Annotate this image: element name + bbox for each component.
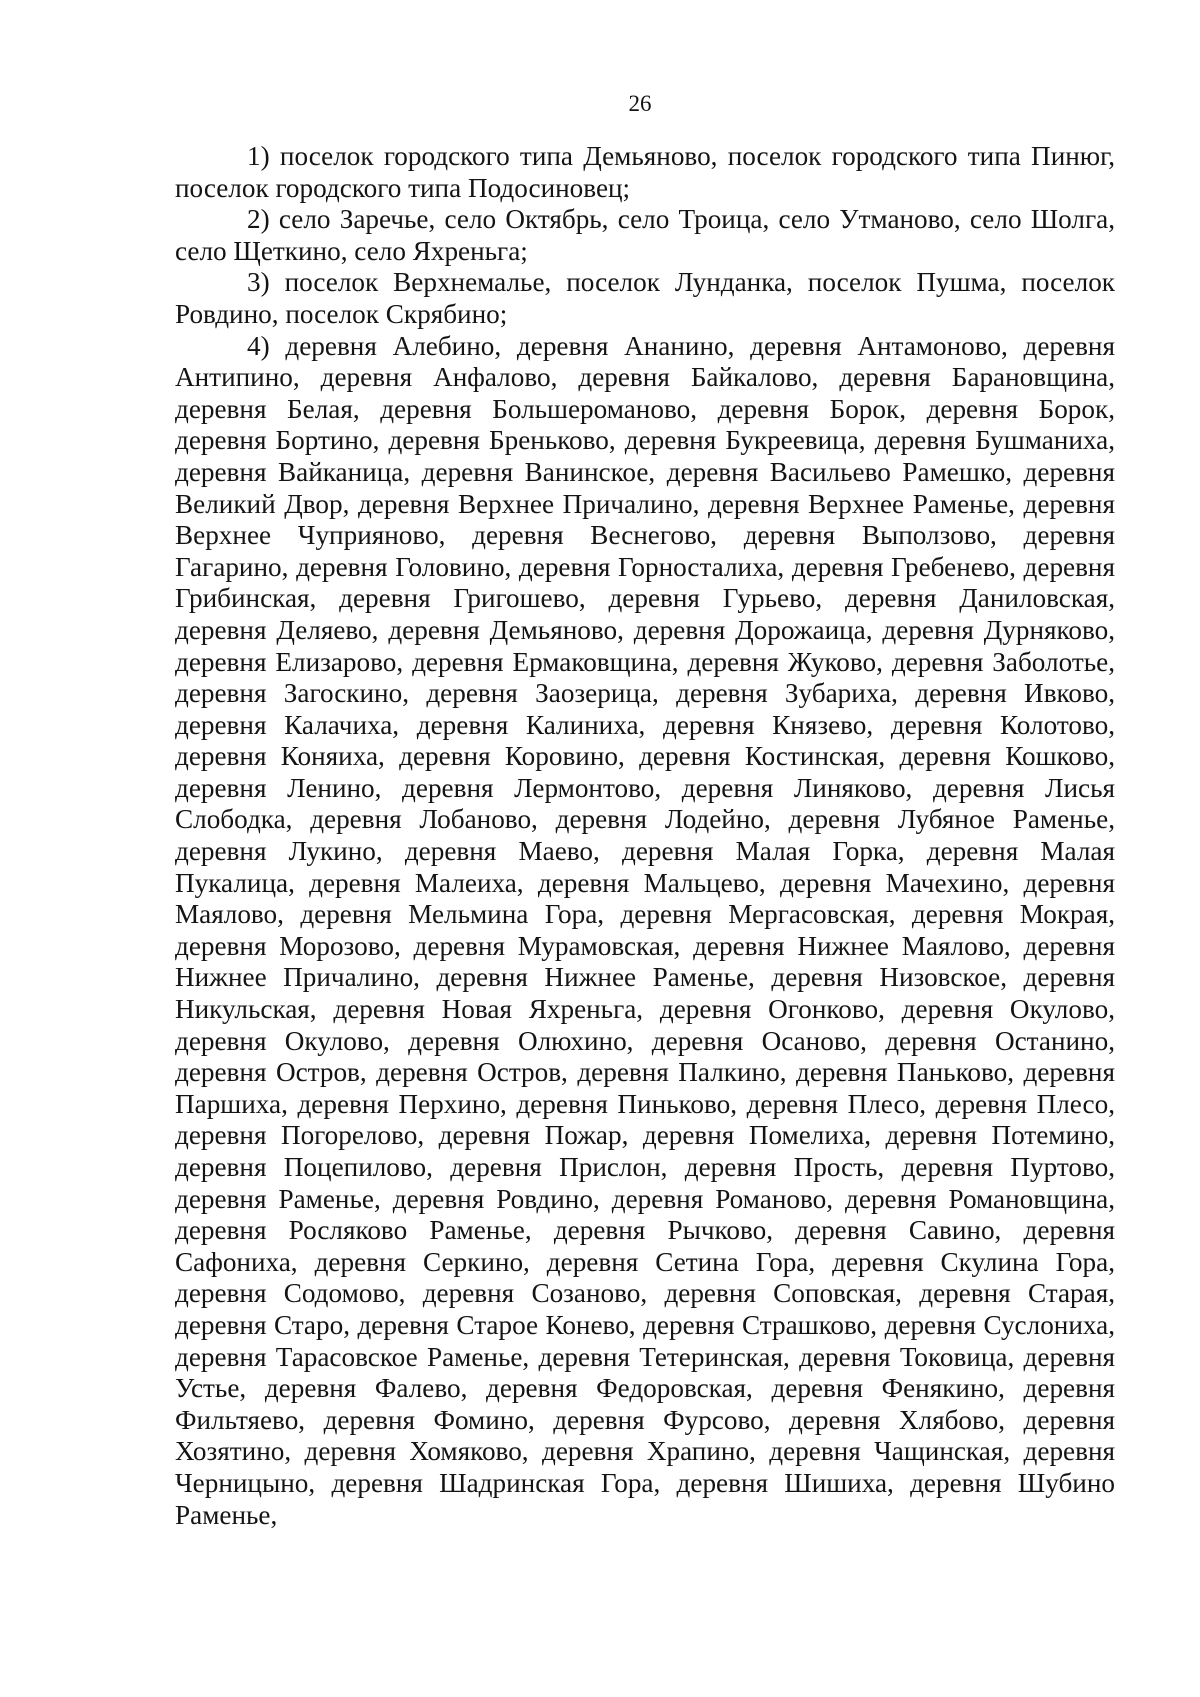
list-item: 4) деревня Алебино, деревня Ананино, деревня Антамоново, деревня Антипино, деревня Анфалово, деревня Байкалово, деревня Барановщина, деревня Белая, деревня Большероманово, деревня Борок, деревня Борок, деревня Бортино, деревня Бреньково, деревня Букреевица, деревня Бушманиха, деревня Вайканица, деревня Ванинское, деревня Васильево Рамешко, деревня Великий Двор, деревня Верхнее Причалино, деревня Верхнее Раменье, деревня Верхнее Чуприяново, деревня Веснегово, деревня Выползово, деревня Гагарино, деревня Головино, деревня Горносталиха, деревня Гребенево, деревня Грибинская, деревня Григошево, деревня Гурьево, деревня Даниловская, деревня Деляево, деревня Демьяново, деревня Дорожаица, деревня Дурняково, деревня Елизарово, деревня Ермаковщина, деревня Жуково, деревня Заболотье, деревня Загоскино, деревня Заозерица, деревня Зубариха, деревня Ивково, деревня Калачиха, деревня Калиниха, деревня Князево, деревня Колотово, деревня Коняиха, деревня Коровино, деревня Костинская, деревня Кошково, деревня Ленино, деревня Лермонтово, деревня Линяково, деревня Лисья Слободка, деревня Лобаново, деревня Лодейно, деревня Лубяное Раменье, деревня Лукино, деревня Маево, деревня Малая Горка, деревня Малая Пукалица, деревня Малеиха, деревня Мальцево, деревня Мачехино, деревня Маялово, деревня Мельмина Гора, деревня Мергасовская, деревня Мокрая, деревня Морозово, деревня Мурамовская, деревня Нижнее Маялово, деревня Нижнее Причалино, деревня Нижнее Раменье, деревня Низовское, деревня Никульская, деревня Новая Яхреньга, деревня Огонково, деревня Окулово, деревня Окулово, деревня Олюхино, деревня Осаново, деревня Останино, деревня Остров, деревня Остров, деревня Палкино, деревня Паньково, деревня Паршиха, деревня Перхино, деревня Пиньково, деревня Плесо, деревня Плесо, деревня Погорелово, деревня Пожар, деревня Помелиха, деревня Потемино, деревня Поцепилово, деревня Прислон, деревня Прость, деревня Пуртово, деревня Раменье, деревня Ровдино, деревня Романово, деревня Романовщина, деревня Росляково Раменье, деревня Рычково, деревня Савино, деревня Сафониха, деревня Серкино, деревня Сетина Гора, деревня Скулина Гора, деревня Содомово, деревня Созаново, деревня Соповская, деревня Старая, деревня Старо, деревня Старое Конево, деревня Страшково, деревня Суслониха, деревня Тарасовское Раменье, деревня Тетеринская, деревня Токовица, деревня Устье, деревня Фалево, деревня Федоровская, деревня Фенякино, деревня Фильтяево, деревня Фомино, деревня Фурсово, деревня Хлябово, деревня Хозятино, деревня Хомяково, деревня Храпино, деревня Чащинская, деревня Черницыно, деревня Шадринская Гора, деревня Шишиха, деревня Шубино Раменье, [175, 330, 1115, 1530]
document-body [175, 141, 1115, 1531]
list-item: 3) поселок Верхнемалье, поселок Лунданка, поселок Пушма, поселок Ровдино, поселок Скрябино; [175, 267, 1115, 329]
list-item: 1) поселок городского типа Демьяново, поселок городского типа Пинюг, поселок городского типа Подосиновец; [175, 141, 1115, 203]
list-item: 2) село Заречье, село Октябрь, село Троица, село Утманово, село Шолга, село Щеткино, село Яхреньга; [175, 204, 1115, 266]
page-number: 26 [628, 91, 652, 116]
